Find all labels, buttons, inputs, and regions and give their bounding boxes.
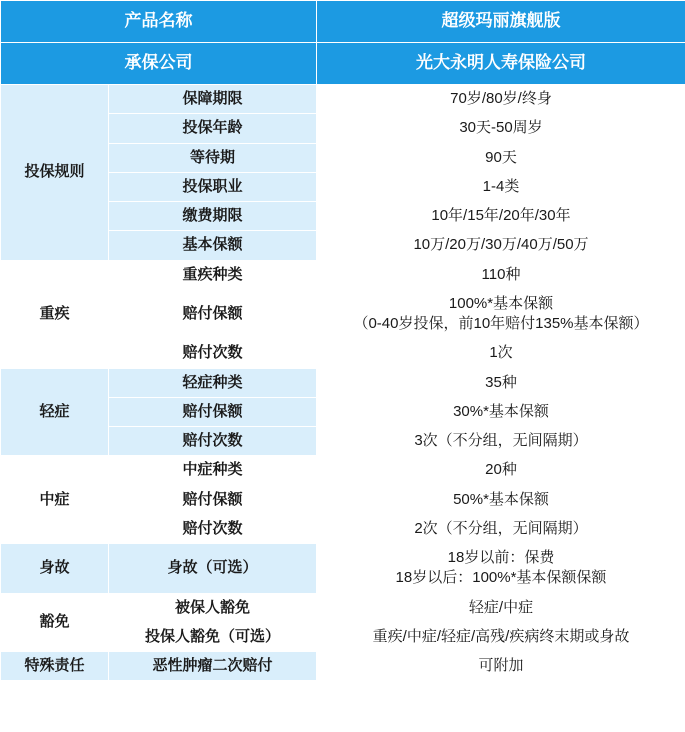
row-label: 中症种类 bbox=[109, 456, 317, 485]
table-row bbox=[1, 593, 685, 622]
row-value: 1次 bbox=[317, 339, 685, 368]
row-label: 保障期限 bbox=[109, 85, 317, 114]
row-label: 赔付次数 bbox=[109, 339, 317, 368]
row-label: 赔付保额 bbox=[109, 397, 317, 426]
row-value: 70岁/80岁/终身 bbox=[317, 85, 685, 114]
row-label: 重疾种类 bbox=[109, 260, 317, 289]
row-label: 投保年龄 bbox=[109, 114, 317, 143]
table-row bbox=[1, 368, 685, 397]
section-group-label: 特殊责任 bbox=[1, 652, 109, 681]
row-label: 投保人豁免（可选） bbox=[109, 622, 317, 651]
row-value: 1-4类 bbox=[317, 172, 685, 201]
header-value-product-name: 超级玛丽旗舰版 bbox=[317, 1, 685, 43]
row-value: 110种 bbox=[317, 260, 685, 289]
section-group-label: 身故 bbox=[1, 544, 109, 594]
table-row bbox=[1, 456, 685, 485]
row-value: 10万/20万/30万/40万/50万 bbox=[317, 231, 685, 260]
row-label: 赔付保额 bbox=[109, 485, 317, 514]
row-label: 赔付次数 bbox=[109, 427, 317, 456]
header-label-company: 承保公司 bbox=[1, 43, 317, 85]
row-value: 重疾/中症/轻症/高残/疾病终末期或身故 bbox=[317, 622, 685, 651]
section-group-label: 轻症 bbox=[1, 368, 109, 456]
row-label: 赔付次数 bbox=[109, 514, 317, 543]
row-value: 2次（不分组，无间隔期） bbox=[317, 514, 685, 543]
section-group-label: 中症 bbox=[1, 456, 109, 544]
section-group-label: 投保规则 bbox=[1, 85, 109, 261]
section-group-label: 豁免 bbox=[1, 593, 109, 652]
row-value: 35种 bbox=[317, 368, 685, 397]
row-value: 30天-50周岁 bbox=[317, 114, 685, 143]
row-value: 20种 bbox=[317, 456, 685, 485]
row-label: 被保人豁免 bbox=[109, 593, 317, 622]
table-row bbox=[1, 544, 685, 594]
row-value: 100%*基本保额 （0-40岁投保，前10年赔付135%基本保额） bbox=[317, 289, 685, 339]
row-label: 恶性肿瘤二次赔付 bbox=[109, 652, 317, 681]
table-row bbox=[1, 652, 685, 681]
row-value: 18岁以前：保费 18岁以后：100%*基本保额保额 bbox=[317, 544, 685, 594]
header-value-company: 光大永明人寿保险公司 bbox=[317, 43, 685, 85]
table-row bbox=[1, 85, 685, 114]
section-group-label: 重疾 bbox=[1, 260, 109, 368]
table-header-row-company bbox=[1, 43, 685, 85]
row-label: 缴费期限 bbox=[109, 202, 317, 231]
header-label-product-name: 产品名称 bbox=[1, 1, 317, 43]
row-value: 可附加 bbox=[317, 652, 685, 681]
table-row bbox=[1, 260, 685, 289]
row-value: 轻症/中症 bbox=[317, 593, 685, 622]
row-value: 10年/15年/20年/30年 bbox=[317, 202, 685, 231]
row-label: 等待期 bbox=[109, 143, 317, 172]
row-label: 投保职业 bbox=[109, 172, 317, 201]
row-label: 赔付保额 bbox=[109, 289, 317, 339]
row-label: 轻症种类 bbox=[109, 368, 317, 397]
row-label: 身故（可选） bbox=[109, 544, 317, 594]
row-value: 50%*基本保额 bbox=[317, 485, 685, 514]
row-value: 90天 bbox=[317, 143, 685, 172]
row-value: 30%*基本保额 bbox=[317, 397, 685, 426]
row-value: 3次（不分组，无间隔期） bbox=[317, 427, 685, 456]
row-label: 基本保额 bbox=[109, 231, 317, 260]
table-header-row-product-name bbox=[1, 1, 685, 43]
